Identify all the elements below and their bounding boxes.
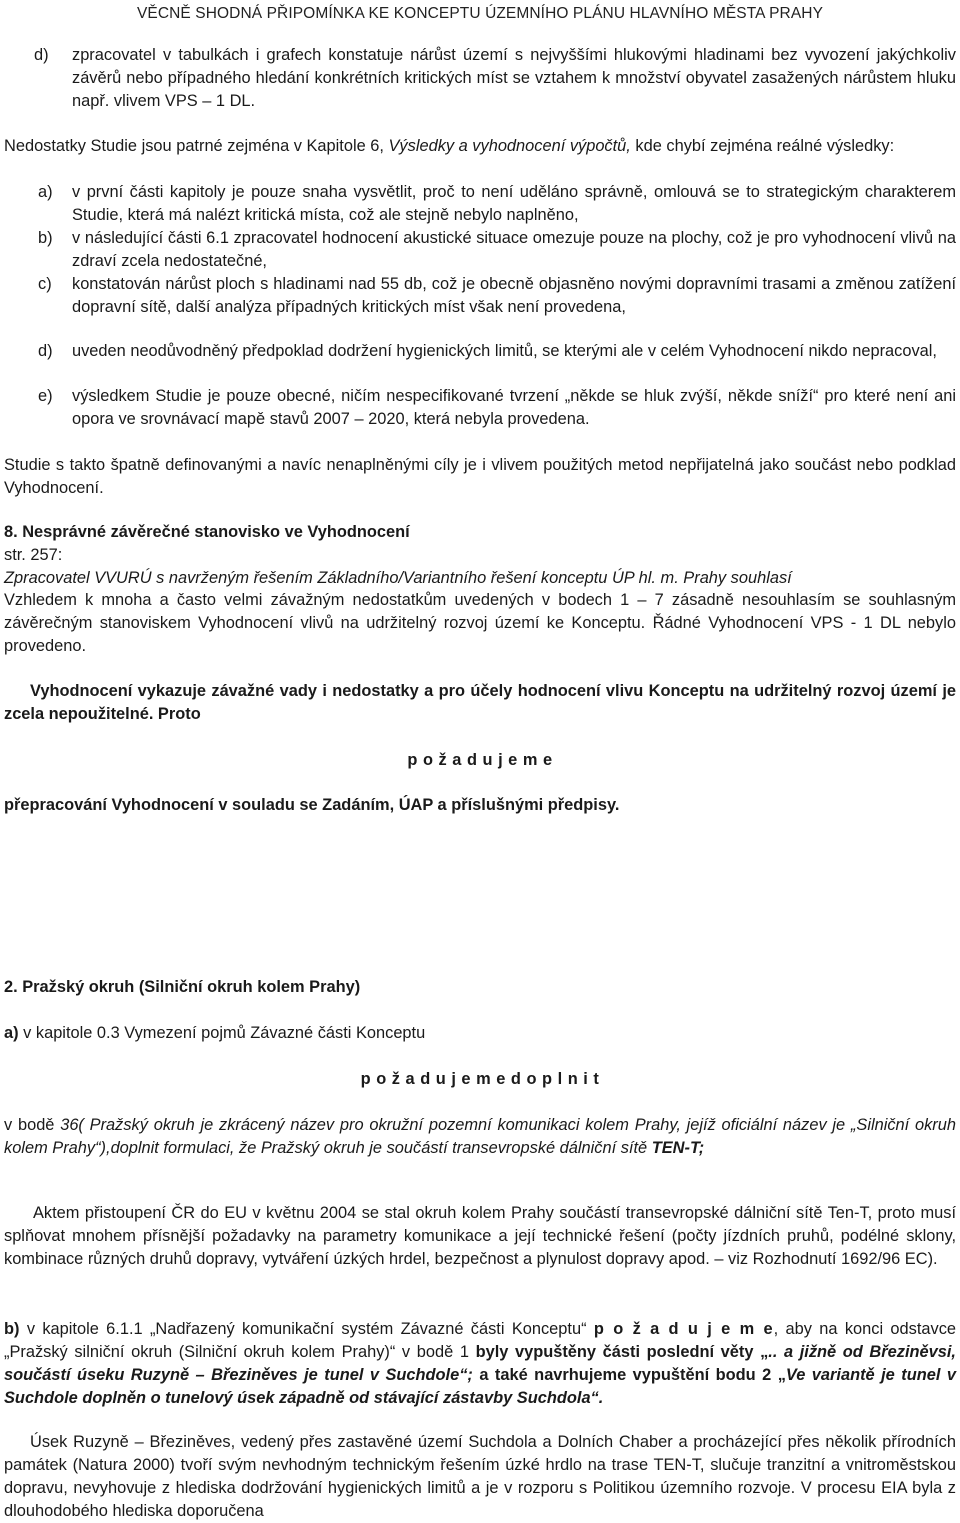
nedostatky-paragraph [4, 135, 956, 158]
list-text: výsledkem Studie je pouze obecné, ničím nespecifikované tvrzení „někde se hluk zvýší, někde sníží“ pro které není ani opora ve srovnávací mapě stavů 2007 – 2020, která nebyla provedena. [72, 387, 956, 428]
section-2-title: 2. Pražský okruh (Silniční okruh kolem Prahy) [4, 978, 361, 996]
list-label: e) [38, 387, 53, 405]
item-b-bold-italic-1: .. a jižně od Březiněvsi, součástí úseku Ruzyně – Březiněves je tunel v Suchdole“; [4, 1343, 956, 1384]
list-text: v následující části 6.1 zpracovatel hodnocení akustické situace omezuje pouze na plochy, což je pro vyhodnocení vlivů na zdraví zcela nedostatečné, [72, 229, 956, 270]
list-text: konstatován nárůst ploch s hladinami nad 55 db, což je obecně objasněno novými dopravními trasami a změnou zatížení dopravní sítě, další analýza případných kritických míst však není provedena, [72, 275, 956, 316]
list-label: d) [38, 342, 53, 360]
item-a-text: v kapitole 0.3 Vymezení pojmů Závazné části Konceptu [18, 1024, 426, 1042]
usek-paragraph: Úsek Ruzyně – Březiněves, vedený přes zastavěné území Suchdola a Dolních Chaber a procházející přes několik přírodních památek (Natura 2000) tvoří svým nevhodným technickým řešením úzké hrdlo na trase TEN-T, slučuje tranzitní a vnitroměstskou dopravu, nevyhovuje z hlediska dodržování hygienických limitů a je v rozporu s Politikou územního rozvoje. V procesu EIA byla z dlouhodobého hlediska doporučena [4, 1433, 956, 1520]
pozadujeme-heading: p o ž a d u j e m e [407, 751, 553, 769]
section-2-a-line [4, 1022, 956, 1045]
studie-paragraph: Studie s takto špatně definovanými a navíc nenaplněnými cíly je i vlivem použitých metod nepřijatelná jako součást nebo podklad Vyhodnocení. [4, 456, 956, 497]
nedostatky-text-start: Nedostatky Studie jsou patrné zejména v Kapitole 6, [4, 137, 389, 155]
nedostatky-item-b [4, 227, 956, 273]
list-label: d) [34, 46, 49, 64]
item-b-bold-2: a také navrhujeme vypuštění bodu 2 „ [472, 1366, 786, 1384]
pozadujeme-doplnit-heading: p o ž a d u j e m e d o p l n i t [360, 1070, 600, 1088]
bod-36-italic: 36( Pražský okruh je zkrácený název pro okružní pozemní komunikaci kolem Prahy, jejíž oficiální název je „Silniční okruh kolem Prahy“),doplnit formulaci, že Pražský okruh je součástí transevropské dálniční sítě [4, 1116, 956, 1157]
list-label: a) [38, 183, 53, 201]
nedostatky-item-e [4, 385, 956, 431]
list-text: zpracovatel v tabulkách i grafech konstatuje nárůst území s nejvyššími hlukovými hladinami bez vyvození jakýchkoliv závěrů nebo případného hledání konkrétních kritických míst se vztahem k množství obyvatel zasažených nárůstem hluku např. vlivem VPS – 1 DL. [72, 46, 956, 110]
list-label: c) [38, 275, 52, 293]
item-b-text-2: , aby na konci odstavce „Pražský silniční okruh (Silniční okruh kolem Prahy)“ v bodě 1 [4, 1320, 957, 1361]
section-8-quote: Zpracovatel VVURÚ s navrženým řešením Základního/Variantního řešení konceptu ÚP hl. m. Prahy souhlasí [4, 569, 792, 587]
nedostatky-item-c [4, 273, 956, 319]
bod-36-paragraph [4, 1114, 956, 1160]
top-list-item-d [4, 44, 956, 113]
nedostatky-italic: Výsledky a vyhodnocení výpočtů, [388, 137, 631, 155]
bod-36-lead: v bodě [4, 1116, 61, 1134]
section-8-bold-paragraph: Vyhodnocení vykazuje závažné vady i nedostatky a pro účely hodnocení vlivu Konceptu na udržitelný rozvoj území je zcela nepoužitelné. Proto [4, 682, 956, 723]
item-b-bold-1: byly vypuštěny části poslední věty „ [475, 1343, 769, 1361]
section-8-body: Vzhledem k mnoha a často velmi závažným nedostatkům uvedených v bodech 1 – 7 zásadně nesouhlasím se souhlasným závěrečným stanoviskem Vyhodnocení vlivů na udržitelný rozvoj území ke Konceptu. Řádné Vyhodnocení VPS - 1 DL nebylo provedeno. [4, 591, 956, 655]
section-8-page-ref: str. 257: [4, 546, 63, 564]
aktem-paragraph: Aktem přistoupení ČR do EU v květnu 2004 se stal okruh kolem Prahy součástí transevropské dálniční sítě Ten-T, proto musí splňovat mnohem přísnější požadavky na parametry komunikace a její technické řešení (počty jízdních pruhů, podélné sklony, kombinace různých druhů dopravy, vytváření úzkých hrdel, bezpečnost a plynulost dopravy apod. – viz Rozhodnutí 1692/96 EC). [4, 1204, 956, 1268]
list-label: b) [38, 229, 53, 247]
item-b-pozadujeme: p o ž a d u j e m e [593, 1320, 774, 1338]
nedostatky-text-end: kde chybí zejména reálné výsledky: [630, 137, 895, 155]
section-8-title: 8. Nesprávné závěrečné stanovisko ve Vyhodnocení [4, 523, 410, 541]
item-a-label: a) [4, 1024, 19, 1042]
section-2-b-paragraph [4, 1318, 956, 1410]
item-b-label: b) [4, 1320, 20, 1338]
nedostatky-item-a [4, 181, 956, 227]
page-header: VĚCNĚ SHODNÁ PŘIPOMÍNKA KE KONCEPTU ÚZEMNÍHO PLÁNU HLAVNÍHO MĚSTA PRAHY [136, 5, 824, 22]
list-text: v první části kapitoly je pouze snaha vysvětlit, proč to není uděláno správně, omlouvá se to strategickým charakterem Studie, která má nalézt kritická místa, což ale stejně nebylo naplněno, [72, 183, 956, 224]
list-text: uveden neodůvodněný předpoklad dodržení hygienických limitů, se kterými ale v celém Vyhodnocení nikdo nepracoval, [72, 342, 937, 360]
section-8-demand: přepracování Vyhodnocení v souladu se Zadáním, ÚAP a příslušnými předpisy. [4, 796, 620, 814]
item-b-text-1: v kapitole 6.1.1 „Nadřazený komunikační systém Závazné části Konceptu“ [19, 1320, 594, 1338]
bod-36-bold-italic: TEN-T; [651, 1139, 705, 1157]
nedostatky-item-d [4, 340, 956, 363]
item-b-bold-italic-2: Ve variantě je tunel v Suchdole doplněn o tunelový úsek západně od stávající zástavby Suchdola“. [4, 1366, 956, 1407]
